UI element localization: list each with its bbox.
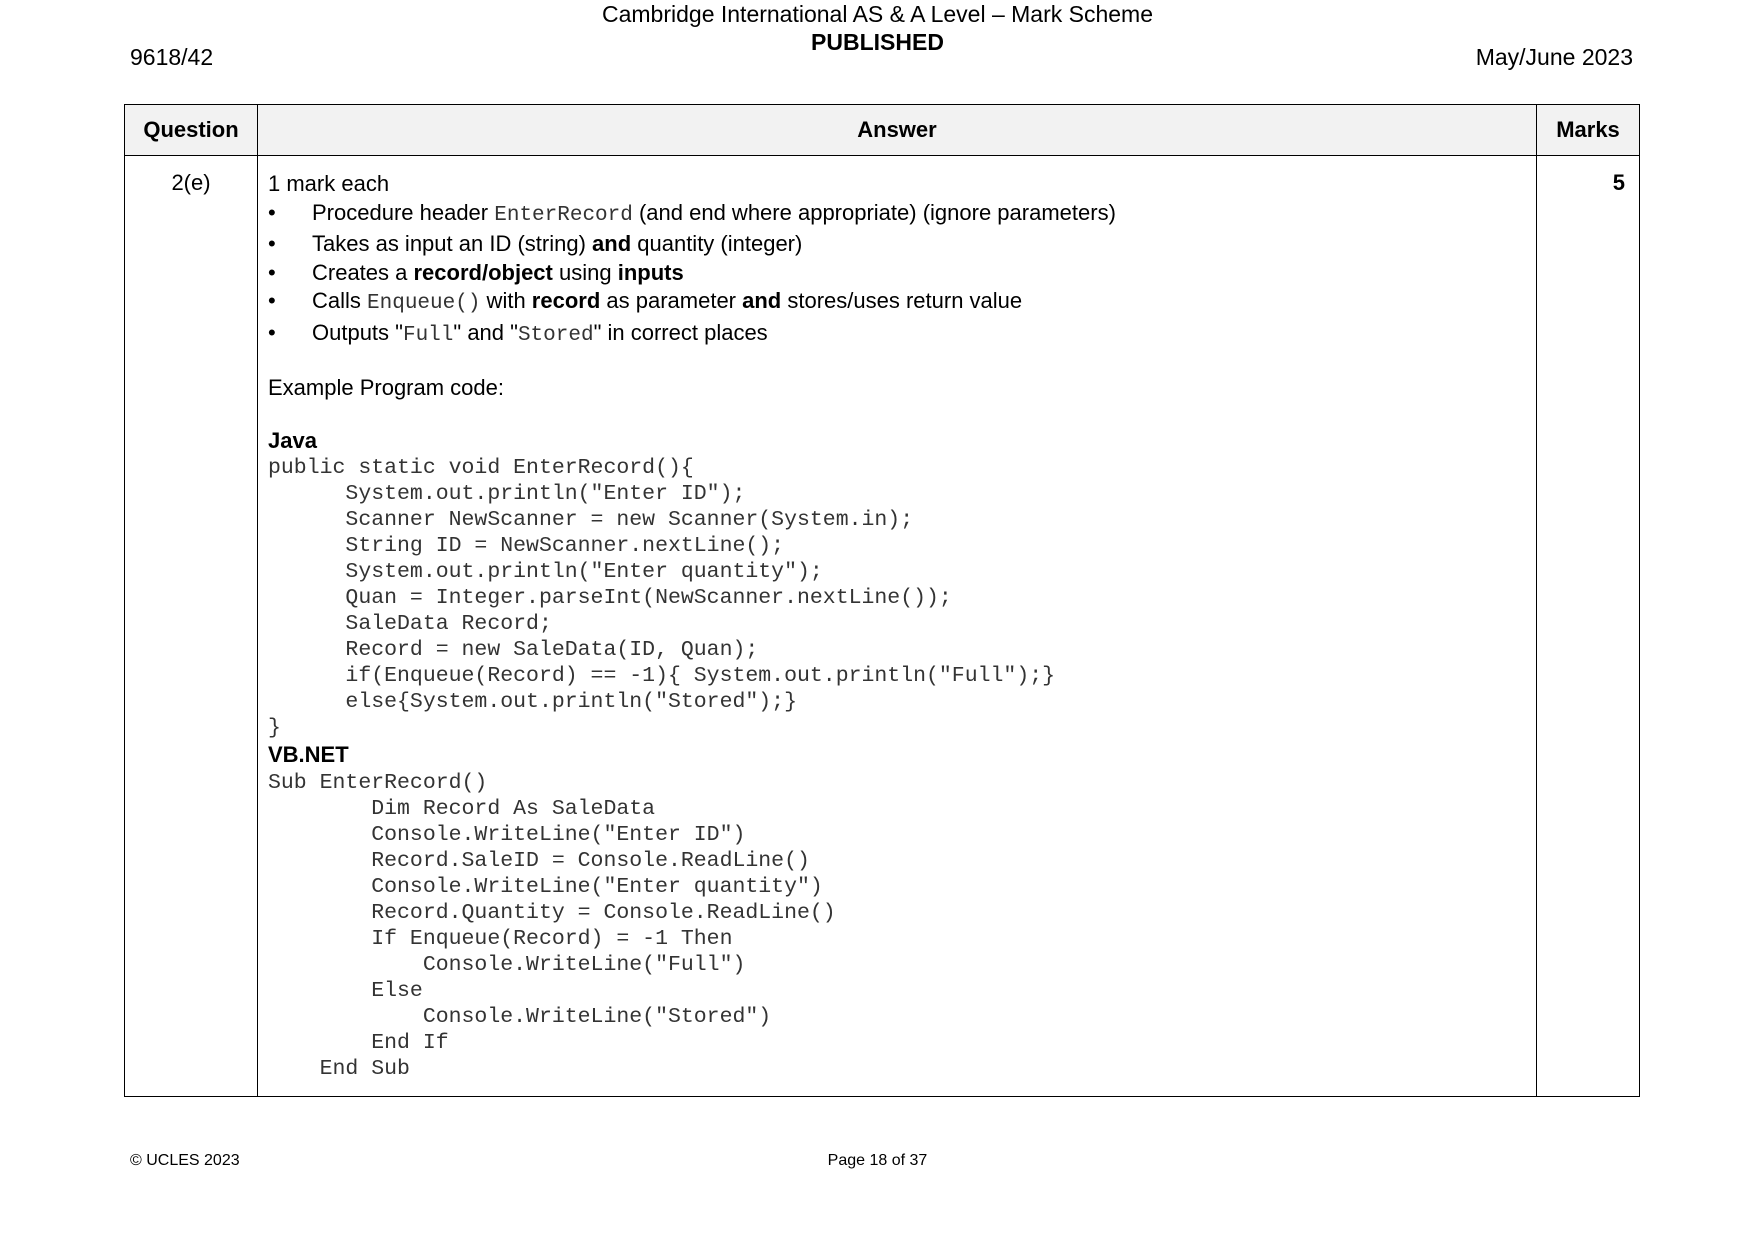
bullet-icon: • bbox=[268, 259, 276, 285]
example-label: Example Program code: bbox=[268, 375, 504, 400]
list-item: • Takes as input an ID (string) and quantity (integer) bbox=[268, 230, 1526, 259]
marking-criteria-list bbox=[268, 199, 1526, 351]
table-row bbox=[125, 156, 1640, 1097]
list-item: • Creates a record/object using inputs bbox=[268, 259, 1526, 288]
published-label: PUBLISHED bbox=[811, 29, 944, 55]
list-item: • Procedure header EnterRecord (and end where appropriate) (ignore parameters) bbox=[268, 199, 1116, 227]
table-header-row bbox=[125, 105, 1640, 156]
bullet-icon: • bbox=[268, 319, 276, 345]
mark-allocation: 1 mark each bbox=[268, 171, 390, 196]
vbnet-heading: VB.NET bbox=[268, 742, 349, 767]
answer-column-header: Answer bbox=[258, 105, 1537, 156]
list-item: • Outputs "Full" and "Stored" in correct places bbox=[268, 319, 768, 347]
title-text: Cambridge International AS & A Level – Mark Scheme bbox=[601, 1, 1154, 27]
marks-column-header: Marks bbox=[1537, 105, 1640, 156]
page-number: Page 18 of 37 bbox=[827, 1152, 928, 1169]
list-item: • Calls Enqueue() with record as parameter and stores/uses return value bbox=[268, 288, 1023, 315]
bullet-icon: • bbox=[268, 199, 276, 225]
question-number: 2(e) bbox=[125, 156, 258, 1097]
copyright-notice: © UCLES 2023 bbox=[130, 1152, 240, 1169]
vbnet-code-block: Sub EnterRecord() Dim Record As SaleData Console.WriteLine("Enter ID") Record.SaleID = Console.ReadLine() Console.WriteLine("Enter quantity") Record.Quantity = Console.ReadLine() If Enqueue(Record) = -1 Then Console.WriteLine("Full") Else Console.WriteLine("Stored") End If End Sub bbox=[268, 770, 836, 1081]
java-heading: Java bbox=[268, 427, 317, 453]
answer-cell bbox=[258, 156, 1537, 1097]
bullet-icon: • bbox=[268, 231, 276, 256]
question-column-header: Question bbox=[125, 105, 258, 156]
java-code-block: public static void EnterRecord(){ System.out.println("Enter ID"); Scanner NewScanner = new Scanner(System.in); String ID = NewScanner.nextLine(); System.out.println("Enter quantity"); Quan = Integer.parseInt(NewScanner.nextLine()); SaleData Record; Record = new SaleData(ID, Quan); if(Enqueue(Record) == -1){ System.out.println("Full");} else{System.out.println("Stored");} } bbox=[268, 456, 1056, 740]
paper-code: 9618/42 bbox=[130, 44, 214, 70]
mark-scheme-table bbox=[124, 104, 1640, 1097]
bullet-icon: • bbox=[268, 288, 276, 313]
exam-session: May/June 2023 bbox=[1475, 44, 1633, 70]
marks-value: 5 bbox=[1537, 156, 1640, 1097]
